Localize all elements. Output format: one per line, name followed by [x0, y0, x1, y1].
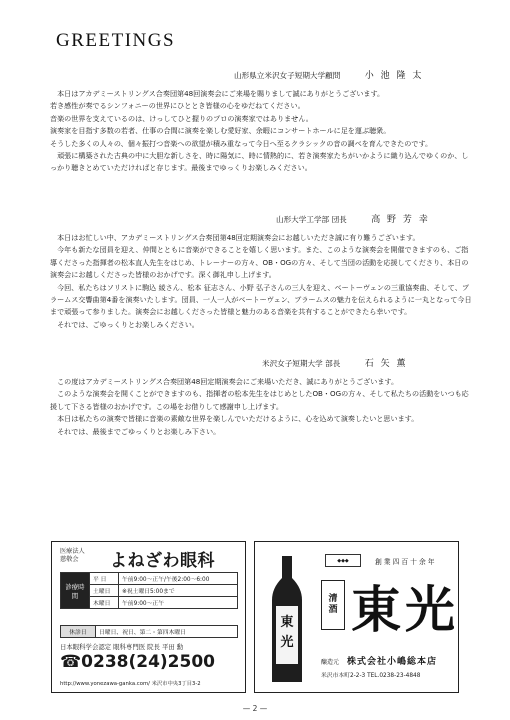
hospital-certification: 日本眼科学会認定 眼科専門医 院長 平田 勳	[60, 643, 184, 651]
hours-day: 土曜日	[90, 585, 119, 597]
greeting-2-paragraph: 今回、私たちはソリストに駒込 綾さん、松本 征志さん、小野 弘子さんの三人を迎え、ベートーヴェンの三重協奏曲、そして、ブラームス交響曲第4番を演奏いたします。団員、一人一人がベートーヴェン、ブラームスの魅力を伝えられるように一丸となって今日まで頑張って参りました。演奏会にお越しくださった皆様と魅力のある音楽を共有することができたら幸いです。	[50, 282, 472, 317]
greeting-3-affiliation: 米沢女子短期大学 部長	[262, 359, 341, 368]
greeting-1-paragraph: そうした多くの人々の、個々振打つ音楽への欲望が積み重なって今日へ至るクラシックの音の調べを育んできたのです。	[50, 138, 433, 148]
greeting-3-paragraph: それでは、最後までごゆっくりとお楽しみ下さい。	[57, 426, 221, 436]
hours-day: 木曜日	[90, 597, 119, 609]
brewery-ad	[254, 541, 459, 693]
hospital-url-address: http://www.yonezawa-ganka.com/ 米沢市中央3丁目3-2	[60, 681, 201, 687]
greeting-1-signature	[234, 68, 423, 81]
seishu-char: 清	[328, 594, 338, 604]
sake-bottle-icon	[267, 554, 307, 686]
page-title: GREETINGS	[56, 30, 176, 51]
greeting-2-paragraph: それでは、ごゆっくりとお楽しみください。	[57, 319, 199, 329]
closed-days-table	[60, 625, 238, 638]
greeting-1-paragraph: 若き感性が奏でるシンフォニーの世界にひととき皆様の心をゆだねてください。	[50, 101, 305, 111]
seishu-char: 酒	[328, 605, 338, 615]
greeting-1-paragraph: 本日はアカデミーストリングス合奏団第48回演奏会にご来場を賜りまして誠にありがとうございます。	[57, 89, 385, 98]
greeting-3-name: 石 矢 薫	[364, 359, 408, 369]
greeting-3-body	[50, 376, 474, 438]
greeting-2-name: 高 野 芳 幸	[371, 215, 430, 225]
greeting-1-paragraph: 演奏家を目指す多数の若者、仕事の合間に演奏を楽しむ愛好家、余暇にコンサートホールに足を運ぶ聴衆。	[50, 126, 391, 136]
hours-table	[60, 572, 238, 609]
brewery-brand: 東光	[351, 580, 459, 639]
hours-time: 午前9:00〜正午/午後2:00〜6:00	[119, 573, 238, 585]
hospital-ad	[51, 541, 246, 693]
bottle-label-char: 光	[280, 635, 294, 650]
greeting-1-name: 小 池 隆 太	[364, 71, 424, 81]
greeting-1-paragraph: 頑張に構築された古典の中に大胆な新しさを、時に陽気に、時に情熱的に、若き演奏家たちがいかように織り込んでゆくのか、しっかり聴きとめていただければと存じます。最後までゆっくりお楽しみください。	[50, 151, 469, 173]
hours-time: ※祝土曜日5:00まで	[119, 585, 238, 597]
greeting-1-paragraph: 音楽の世界を支えているのは、けっしてひと握りのプロの演奏家ではありません。	[50, 113, 313, 123]
hospital-corp-line: 慈敬会	[60, 556, 79, 563]
greeting-2-affiliation: 山形大学工学部 団長	[276, 215, 347, 224]
greeting-2-body	[50, 232, 474, 331]
greeting-3-paragraph: このような演奏会を開くことができますのも、指揮者の松本先生をはじめとしたOB・OGの方々、そして私たちの活動をいつも応援して下さる皆様のおかげです。この場をお借りして感謝申し上げます。	[50, 389, 469, 411]
hospital-phone: ☎0238(24)2500	[60, 652, 216, 672]
greeting-3-paragraph: この度はアカデミーストリングス合奏団第48回定期演奏会にご来場いただき、誠にありがとうございます。	[57, 377, 399, 386]
hospital-corp	[60, 548, 85, 564]
brewery-company-name: 株式会社小嶋総本店	[346, 657, 437, 667]
greeting-3-signature	[262, 356, 408, 369]
hospital-name: よねざわ眼科	[110, 551, 215, 571]
greeting-3-paragraph: 本日は私たちの演奏で皆様に音楽の素敵な世界を楽しんでいただけるように、心を込めて演奏したいと思います。	[57, 414, 419, 424]
page-number: — 2 —	[242, 704, 268, 713]
greeting-2-signature	[276, 212, 430, 225]
brewery-established: 創業四百十余年	[375, 558, 437, 566]
brewery-company-line	[321, 654, 437, 667]
greeting-1-affiliation: 山形県立米沢女子短期大学顧問	[234, 71, 341, 80]
hospital-corp-line: 医療法人	[60, 548, 85, 555]
hours-time: 午前9:00〜正午	[119, 597, 238, 609]
hours-day: 平 日	[90, 573, 119, 585]
seishu-label	[321, 580, 345, 630]
closed-text: 日曜日、祝日、第二・第四木曜日	[96, 626, 238, 638]
greeting-2-paragraph: 今年も新たな団員を迎え、仲間とともに音楽ができることを嬉しく思います。また、このような演奏会を開催できますのも、ご指導くださった指揮者の松本直人先生をはじめ、トレーナーの方々、OB・OGの方々、そして当団の活動を応援してくださり、本日の演奏会にお越しくださった皆様のおかげです。深く御礼申し上げます。	[50, 245, 469, 280]
greeting-1-body	[50, 88, 474, 175]
brewery-address: 米沢市本町2-2-3 TEL.0238-23-4848	[321, 673, 421, 679]
brewery-seal-icon: ◆◆◆	[325, 554, 361, 567]
closed-label: 休診日	[61, 626, 96, 638]
greeting-2-paragraph: 本日はお忙しい中、アカデミーストリングス合奏団第48回定期演奏会にお越しいただき誠に有り難うございます。	[57, 233, 420, 242]
bottle-label-char: 東	[280, 615, 294, 630]
maker-label: 醸造元	[321, 659, 340, 666]
hours-label: 診療時間	[61, 573, 90, 609]
